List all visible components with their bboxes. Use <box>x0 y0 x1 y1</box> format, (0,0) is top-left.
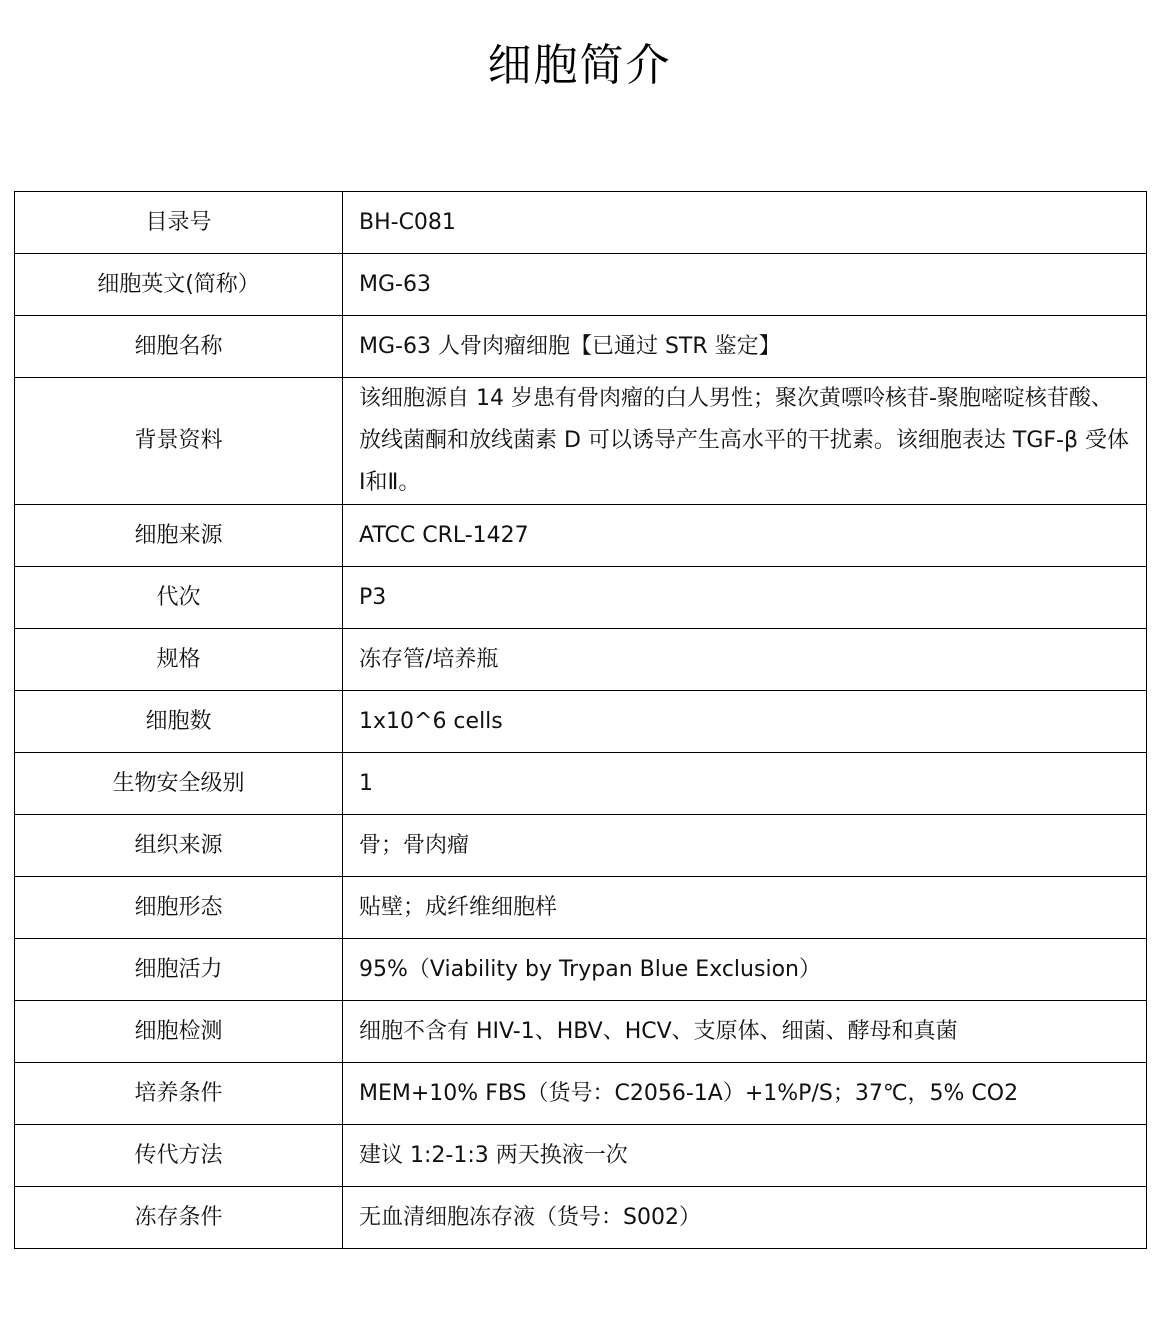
row-value-cell-name: MG-63 人骨肉瘤细胞【已通过 STR 鉴定】 <box>343 316 1147 378</box>
row-value-morphology: 贴壁；成纤维细胞样 <box>343 877 1147 939</box>
row-label-specification: 规格 <box>15 629 343 691</box>
table-row <box>15 505 1147 567</box>
row-label-viability: 细胞活力 <box>15 939 343 1001</box>
table-row <box>15 815 1147 877</box>
row-value-biosafety-level: 1 <box>343 753 1147 815</box>
table-row <box>15 1187 1147 1249</box>
row-value-freezing-conditions: 无血清细胞冻存液（货号：S002） <box>343 1187 1147 1249</box>
table-row <box>15 939 1147 1001</box>
cell-info-table <box>14 191 1147 1249</box>
row-value-cell-count: 1x10^6 cells <box>343 691 1147 753</box>
row-value-passage: P3 <box>343 567 1147 629</box>
table-row <box>15 1125 1147 1187</box>
page-title: 细胞简介 <box>487 40 672 91</box>
table-row <box>15 378 1147 505</box>
row-label-cell-count: 细胞数 <box>15 691 343 753</box>
row-label-background: 背景资料 <box>15 378 343 505</box>
row-label-tissue-source: 组织来源 <box>15 815 343 877</box>
row-value-viability: 95%（Viability by Trypan Blue Exclusion） <box>343 939 1147 1001</box>
row-label-biosafety-level: 生物安全级别 <box>15 753 343 815</box>
row-label-catalog-number: 目录号 <box>15 192 343 254</box>
row-value-catalog-number: BH-C081 <box>343 192 1147 254</box>
table-row <box>15 877 1147 939</box>
table-row <box>15 316 1147 378</box>
row-value-testing: 细胞不含有 HIV-1、HBV、HCV、支原体、细菌、酵母和真菌 <box>343 1001 1147 1063</box>
row-label-passage: 代次 <box>15 567 343 629</box>
row-value-english-name: MG-63 <box>343 254 1147 316</box>
row-value-culture-conditions: MEM+10% FBS（货号：C2056-1A）+1%P/S；37℃，5% CO2 <box>343 1063 1147 1125</box>
row-value-background: 该细胞源自 14 岁患有骨肉瘤的白人男性；聚次黄嘌呤核苷-聚胞嘧啶核苷酸、放线菌酮和放线菌素 D 可以诱导产生高水平的干扰素。该细胞表达 TGF-β 受体Ⅰ和Ⅱ。 <box>343 378 1147 505</box>
row-label-cell-name: 细胞名称 <box>15 316 343 378</box>
row-label-cell-source: 细胞来源 <box>15 505 343 567</box>
row-label-culture-conditions: 培养条件 <box>15 1063 343 1125</box>
row-value-tissue-source: 骨；骨肉瘤 <box>343 815 1147 877</box>
table-row <box>15 567 1147 629</box>
row-label-freezing-conditions: 冻存条件 <box>15 1187 343 1249</box>
table-row <box>15 192 1147 254</box>
table-row <box>15 753 1147 815</box>
table-row <box>15 629 1147 691</box>
table-row <box>15 691 1147 753</box>
row-label-morphology: 细胞形态 <box>15 877 343 939</box>
table-row <box>15 1001 1147 1063</box>
row-value-subculture-method: 建议 1:2-1:3 两天换液一次 <box>343 1125 1147 1187</box>
row-value-specification: 冻存管/培养瓶 <box>343 629 1147 691</box>
row-label-testing: 细胞检测 <box>15 1001 343 1063</box>
row-label-subculture-method: 传代方法 <box>15 1125 343 1187</box>
row-value-cell-source: ATCC CRL-1427 <box>343 505 1147 567</box>
table-row <box>15 254 1147 316</box>
table-row <box>15 1063 1147 1125</box>
row-label-english-name: 细胞英文(简称） <box>15 254 343 316</box>
